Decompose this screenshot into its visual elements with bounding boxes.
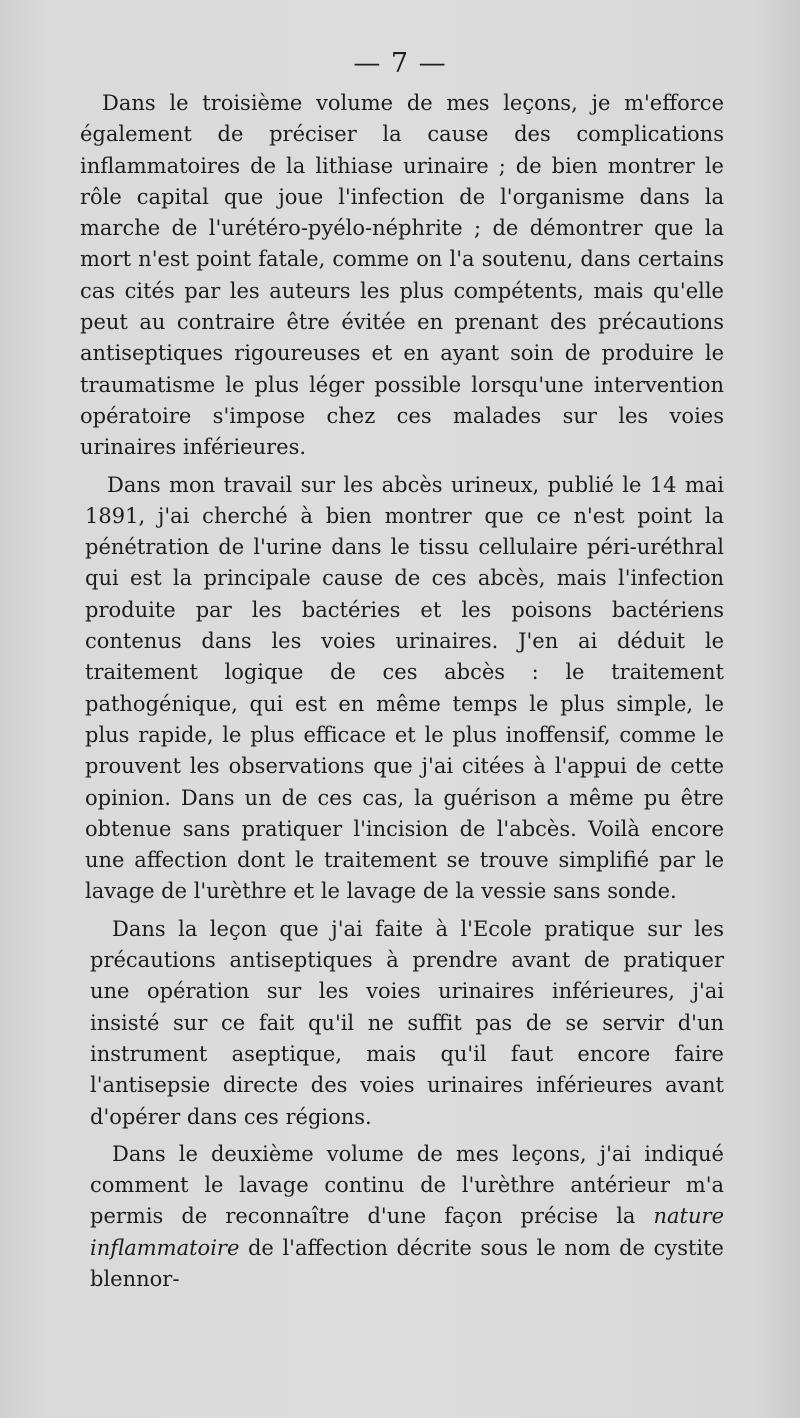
page-number: — 7 —: [353, 48, 447, 79]
paragraph-3: Dans la leçon que j'ai faite à l'Ecole pratique sur les précautions antiseptiques à prendre avant de pratiquer une opération sur les voies urinaires inférieures, j'ai insisté sur ce fait qu'il ne suffit pas de se servir d'un instrument aseptique, mais qu'il faut encore faire l'antisepsie directe des voies urinaires inférieures avant d'opérer dans ces régions.: [90, 916, 724, 1129]
paragraph-4: [80, 1139, 724, 1295]
body-text: [80, 88, 724, 1295]
paragraph-4-lead: Dans le deuxième volume de mes leçons, j'ai indiqué comment le lavage continu de l'urèthre antérieur m'a permis de reconnaître d'une façon précise la: [90, 1141, 724, 1229]
paragraph-4-emphasis: nature inflammatoire: [90, 1204, 724, 1260]
paragraph-1: Dans le troisième volume de mes leçons, je m'efforce également de préciser la cause des complications inflammatoires de la lithiase urinaire ; de bien montrer le rôle capital que joue l'infection de l'organisme dans la marche de l'urétéro-pyélo-néphrite ; de démontrer que la mort n'est point fatale, comme on l'a soutenu, dans certains cas cités par les auteurs les plus compétents, mais qu'elle peut au contraire être évitée en prenant des précautions antiseptiques rigoureuses et en ayant soin de produire le traumatisme le plus léger possible lorsqu'une intervention opératoire s'impose chez ces malades sur les voies urinaires inférieures.: [80, 91, 724, 460]
paragraph-2: Dans mon travail sur les abcès urineux, publié le 14 mai 1891, j'ai cherché à bien montrer que ce n'est point la pénétration de l'urine dans le tissu cellulaire péri-uréthral qui est la principale cause de ces abcès, mais l'infection produite par les bactéries et les poisons bactériens contenus dans les voies urinaires. J'en ai déduit le traitement logique de ces abcès : le traitement pathogénique, qui est en même temps le plus simple, le plus rapide, le plus efficace et le plus inoffensif, comme le prouvent les observations que j'ai citées à l'appui de cette opinion. Dans un de ces cas, la guérison a même pu être obtenue sans pratiquer l'incision de l'abcès. Voilà encore une affection dont le traitement se trouve simplifié par le lavage de l'urèthre et le lavage de la vessie sans sonde.: [85, 472, 724, 904]
paragraph-4-tail: de l'affection décrite sous le nom de cystite blennor-: [90, 1235, 724, 1291]
